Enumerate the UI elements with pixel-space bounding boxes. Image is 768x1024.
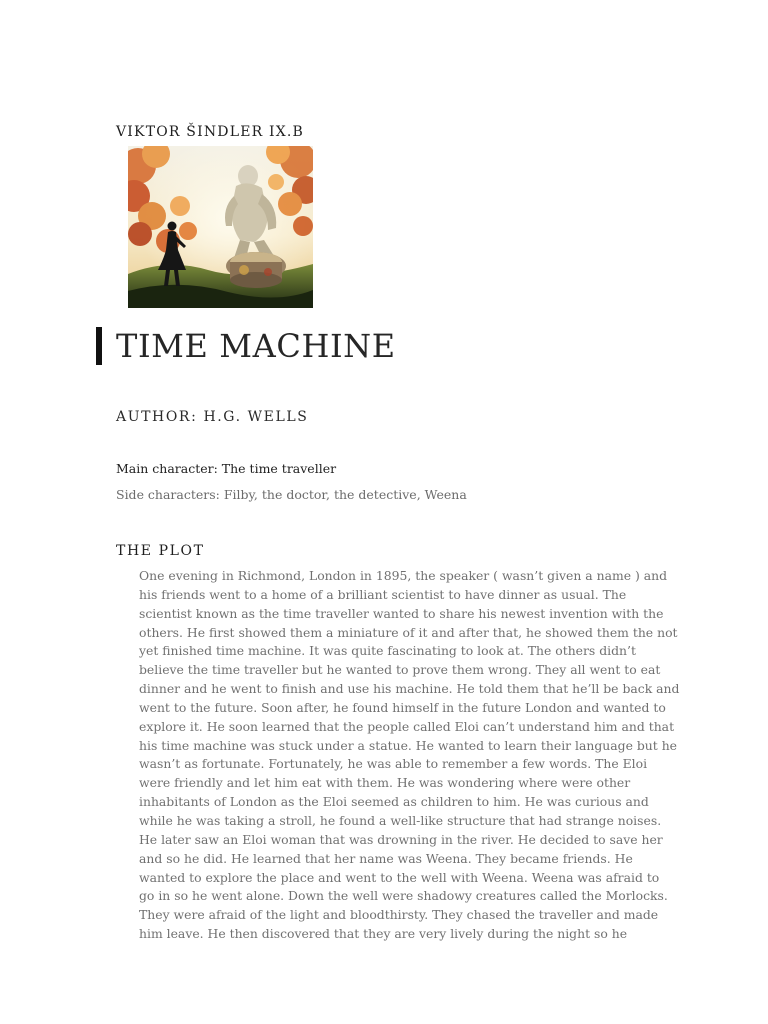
plot-line: others. He first showed them a miniature of it and after that, he showed them the not [139,624,678,640]
plot-line: He later saw an Eloi woman that was drowning in the river. He decided to save her [139,831,663,847]
plot-line: believe the time traveller but he wanted to prove them wrong. They all went to eat [139,662,661,678]
title-accent-bar [96,327,102,365]
plot-line: scientist known as the time traveller wanted to share his newest invention with the [139,605,664,621]
plot-line: yet finished time machine. It was quite fascinating to look at. The others didn’t [139,643,636,659]
plot-line: explore it. He soon learned that the people called Eloi can’t understand him and that [139,718,675,734]
main-character-line: Main character: The time traveller [116,461,337,476]
plot-paragraph [139,567,680,944]
plot-line: were friendly and let him eat with them. He was wondering where were other [139,775,631,791]
plot-heading: THE PLOT [116,543,205,559]
plot-line: him leave. He then discovered that they are very lively during the night so he [139,926,628,942]
plot-line: his time machine was stuck under a statue. He wanted to learn their language but he [139,737,678,753]
plot-line: inhabitants of London as the Eloi seemed as children to him. He was curious and [139,794,649,810]
plot-line: One evening in Richmond, London in 1895, the speaker ( wasn’t given a name ) and [139,568,668,583]
plot-line: and so he did. He learned that her name was Weena. They became friends. He [139,850,633,866]
author-heading: AUTHOR: H.G. WELLS [116,409,309,425]
plot-line: wasn’t as fortunate. Fortunately, he was able to remember a few words. The Eloi [139,756,648,772]
student-name: VIKTOR ŠINDLER IX.B [116,124,305,140]
plot-line: his friends went to a home of a brilliant scientist to have dinner as usual. The [139,586,627,602]
plot-line: wanted to explore the place and went to the well with Weena. Weena was afraid to [139,869,660,885]
book-cover-illustration [128,146,313,308]
plot-line: went to the future. Soon after, he found himself in the future London and wanted to [139,699,666,715]
plot-line: They were afraid of the light and bloodthirsty. They chased the traveller and made [139,907,659,923]
side-characters-line: Side characters: Filby, the doctor, the detective, Weena [116,487,467,502]
plot-line: dinner and he went to finish and use his machine. He told them that he’ll be back and [139,681,680,697]
document-title: TIME MACHINE [116,327,396,365]
plot-line: go in so he went alone. Down the well were shadowy creatures called the Morlocks. [139,888,668,904]
plot-line: while he was taking a stroll, he found a well-like structure that had strange noises. [139,812,662,828]
